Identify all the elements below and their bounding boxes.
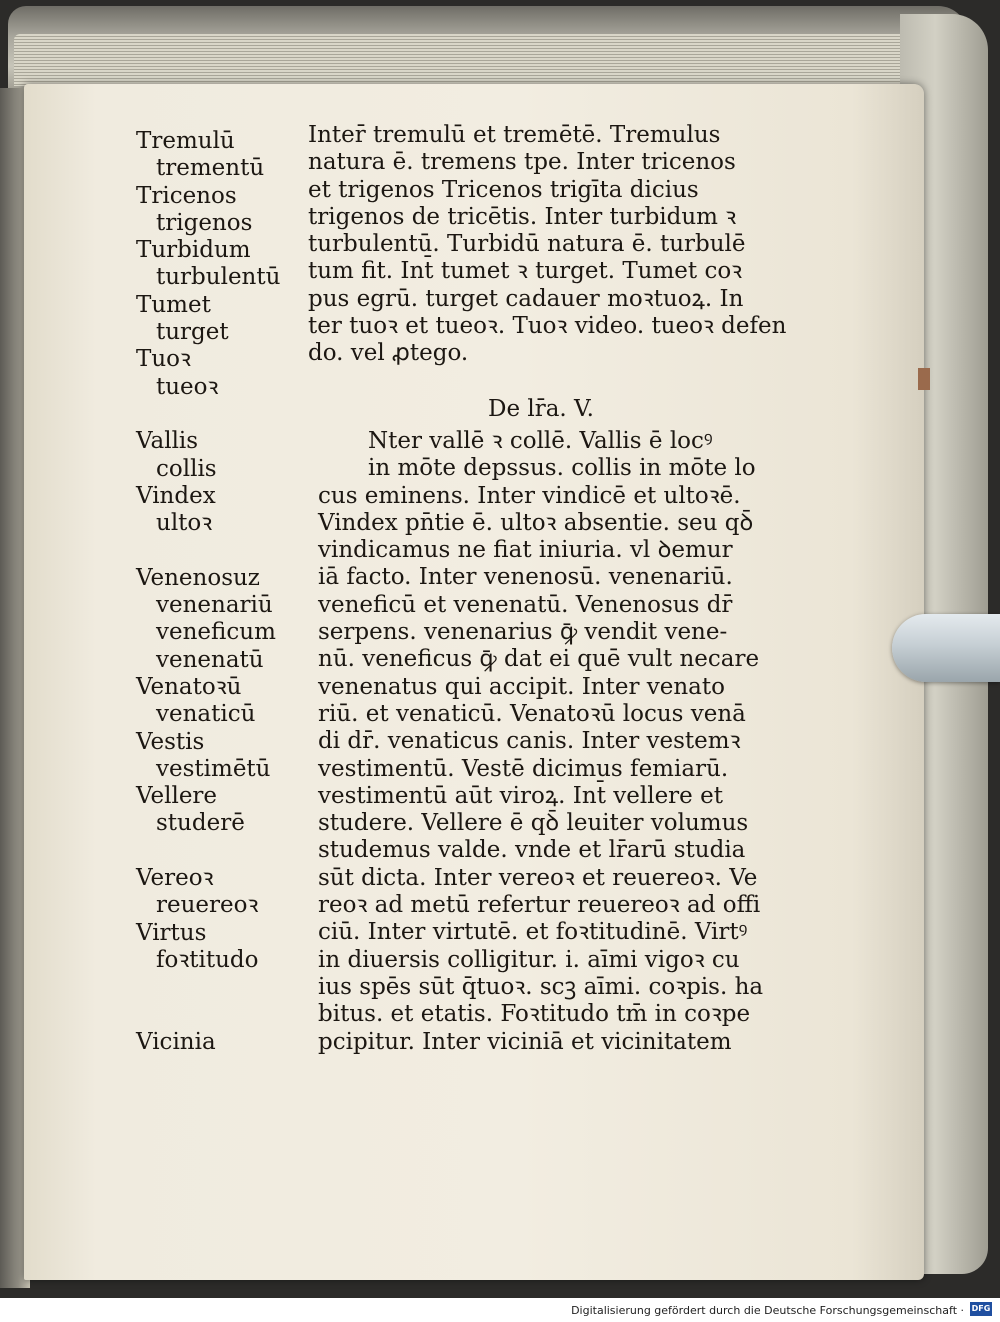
- margin-term: Virtus: [136, 919, 207, 946]
- dfg-logo: DFG: [970, 1302, 992, 1316]
- text-line: in mōte depssus. collis in mōte lo: [368, 455, 756, 482]
- margin-term: studerē: [156, 810, 245, 837]
- margin-term: venenariū: [156, 592, 273, 619]
- text-line: Nter vallē ꝛ collē. Vallis ē locꝰ: [368, 428, 713, 454]
- text-line: natura ē. tremens tpe. Inter tricenos: [308, 149, 736, 176]
- text-line: trigenos de tricētis. Inter turbidum ꝛ: [308, 203, 737, 230]
- margin-term: venenatū: [156, 646, 264, 673]
- margin-spacer: [136, 537, 306, 564]
- text-line: veneficū et venenatū. Venenosus dr̄: [318, 591, 733, 618]
- page-marker-tab: [918, 368, 930, 390]
- text-line: turbulentū. Turbidū natura ē. turbulē: [308, 231, 746, 258]
- text-line: Vindex pn̄tie ē. ultoꝛ absentie. seu qꝺ̄: [318, 509, 754, 536]
- text-line: riū. et venaticū. Venatoꝛū locus venā: [318, 700, 746, 727]
- margin-term: tueoꝛ: [156, 373, 219, 400]
- margin-term: Vellere: [136, 783, 218, 810]
- footer-credit: Digitalisierung gefördert durch die Deutsche Forschungsgemeinschaft ·: [571, 1304, 964, 1317]
- text-line: ius spēs sūt q̄tuoꝛ. scꝫ aīmi. coꝛpis. ha: [318, 973, 764, 1000]
- margin-term: turbulentū: [156, 264, 281, 291]
- text-line: in diuersis colligitur. i. aīmi vigoꝛ cu: [318, 946, 740, 973]
- margin-spacer: [136, 838, 306, 865]
- text-line: venenatus qui accipit. Inter venato: [318, 673, 725, 700]
- margin-term: Venenosuz: [136, 564, 260, 591]
- text-line: vestimentū. Vestē dicimus femiarū.: [318, 755, 729, 782]
- text-line: studere. Vellere ē qꝺ̄ leuiter volumus: [318, 810, 749, 837]
- margin-term: trementū: [156, 155, 265, 182]
- margin-term: trigenos: [156, 209, 253, 236]
- text-line: cus eminens. Inter vindicē et ultoꝛē.: [318, 482, 741, 509]
- text-line: Inter̄ tremulū et tremētē. Tremulus: [308, 122, 721, 148]
- text-line: do. vel ꝓtego.: [308, 340, 469, 367]
- margin-term: foꝛtitudo: [156, 946, 259, 973]
- section-heading: De lr̄a. V.: [488, 396, 594, 422]
- margin-term: ultoꝛ: [156, 510, 213, 537]
- text-line: studemus valde. vnde et lr̄arū studia: [318, 837, 746, 864]
- text-line: di dr̄. venaticus canis. Inter vestemꝛ: [318, 728, 741, 755]
- text-line: sūt dicta. Inter vereoꝛ et reuereoꝛ. Ve: [318, 864, 758, 891]
- page-stack-edge: [14, 34, 914, 86]
- margin-term: Vereoꝛ: [136, 865, 214, 892]
- text-line: ter tuoꝛ et tueoꝛ. Tuoꝛ video. tueoꝛ defen: [308, 313, 787, 340]
- main-text-top: [308, 122, 787, 368]
- text-line: et trigenos Tricenos trigīta dicius: [308, 176, 699, 203]
- margin-term: Vicinia: [136, 1028, 216, 1055]
- text-line: vindicamus ne fiat iniuria. vl ꝺemur: [318, 537, 733, 564]
- margin-terms-column: [136, 128, 306, 1056]
- margin-term: Tumet: [136, 291, 211, 318]
- margin-term: reuereoꝛ: [156, 892, 259, 919]
- margin-term: Venatoꝛū: [136, 673, 242, 700]
- text-line: bitus. et etatis. Foꝛtitudo tm̄ in coꝛpe: [318, 1001, 751, 1028]
- text-line: reoꝛ ad metū refertur reuereoꝛ ad offi: [318, 892, 761, 919]
- margin-term: Vestis: [136, 728, 205, 755]
- margin-term: collis: [156, 455, 217, 482]
- margin-term: Vindex: [136, 482, 216, 509]
- text-line: pcipitur. Inter viciniā et vicinitatem: [318, 1028, 732, 1055]
- margin-term: veneficum: [156, 619, 276, 646]
- text-line: iā facto. Inter venenosū. venenariū.: [318, 564, 733, 591]
- margin-term: vestimētū: [156, 755, 271, 782]
- margin-term: venaticū: [156, 701, 256, 728]
- text-line: ciū. Inter virtutē. et foꝛtitudinē. Virtꝰ: [318, 919, 748, 946]
- book-clip: [892, 614, 1000, 682]
- text-line: vestimentū aūt viroꝝ. Int̄ vellere et: [318, 782, 723, 809]
- text-line: tum fit. Int̄ tumet ꝛ turget. Tumet coꝛ: [308, 258, 743, 285]
- margin-term: Tuoꝛ: [136, 346, 191, 373]
- margin-spacer: [136, 974, 306, 1001]
- margin-spacer: [136, 1002, 306, 1029]
- margin-term: turget: [156, 319, 229, 346]
- margin-term: Turbidum: [136, 237, 251, 264]
- margin-term: Tremulū: [136, 128, 235, 154]
- text-line: serpens. venenarius ꝙ̄ vendit vene-: [318, 619, 728, 646]
- margin-spacer: [136, 401, 306, 428]
- margin-term: Tricenos: [136, 182, 237, 209]
- margin-term: Vallis: [136, 428, 199, 455]
- main-text-bottom: [308, 428, 764, 1056]
- text-line: nū. veneficus ꝙ̄ dat ei quē vult necare: [318, 646, 760, 673]
- text-line: pus egrū. turget cadauer moꝛtuoꝝ. In: [308, 285, 744, 312]
